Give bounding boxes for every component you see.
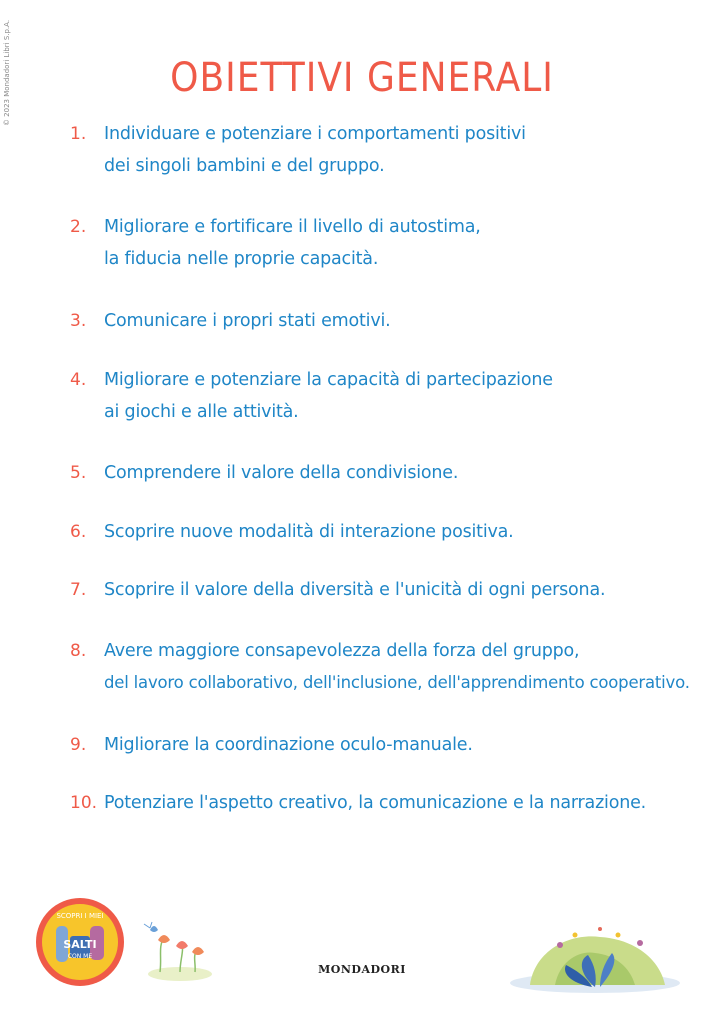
item-text: Scoprire nuove modalità di interazione positiva. [104, 522, 514, 542]
copyright-text: © 2023 Mondadori Libri S.p.A. [3, 19, 11, 127]
logo-text-sub: CON ME [67, 953, 93, 960]
item-text: la fiducia nelle proprie capacità. [104, 249, 379, 269]
bush-illustration-icon [500, 905, 680, 995]
item-number: 2. [70, 217, 87, 237]
item-number: 10. [70, 793, 98, 813]
item-text: Individuare e potenziare i comportamenti positivi [104, 124, 526, 144]
item-number: 4. [70, 370, 87, 390]
item-text: Comprendere il valore della condivisione. [104, 463, 459, 483]
item-text: Migliorare e fortificare il livello di autostima, [104, 217, 481, 237]
publisher-logo: MONDADORI [318, 963, 406, 976]
item-number: 1. [70, 124, 87, 144]
item-text: del lavoro collaborativo, dell'inclusione, dell'apprendimento cooperativo. [104, 673, 690, 692]
item-text: Migliorare e potenziare la capacità di partecipazione [104, 370, 553, 390]
logo-text-main: SALTI [63, 938, 97, 951]
item-number: 6. [70, 522, 87, 542]
item-number: 5. [70, 463, 87, 483]
item-text: Potenziare l'aspetto creativo, la comunicazione e la narrazione. [104, 793, 647, 813]
item-text: Comunicare i propri stati emotivi. [104, 311, 391, 331]
item-text: ai giochi e alle attività. [104, 402, 299, 422]
item-number: 8. [70, 641, 87, 661]
item-number: 3. [70, 311, 87, 331]
item-text: Scoprire il valore della diversità e l'unicità di ogni persona. [104, 580, 606, 600]
item-number: 9. [70, 735, 87, 755]
item-number: 7. [70, 580, 87, 600]
logo-text-top: SCOPRI I MIEI [56, 912, 104, 920]
item-text: dei singoli bambini e del gruppo. [104, 156, 385, 176]
item-text: Migliorare la coordinazione oculo-manuale. [104, 735, 473, 755]
item-text: Avere maggiore consapevolezza della forza del gruppo, [104, 641, 580, 661]
page-title: OBIETTIVI GENERALI [170, 54, 554, 101]
